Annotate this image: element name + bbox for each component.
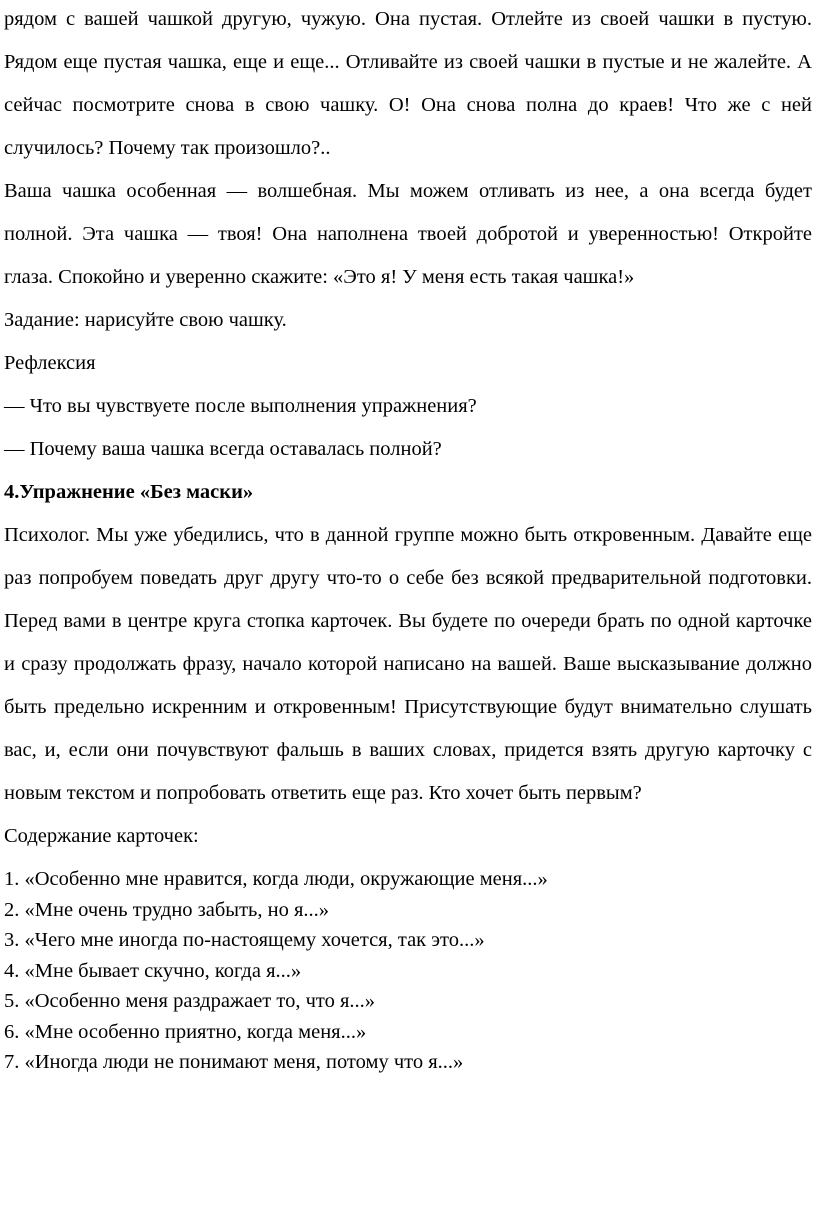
card-item: 3. «Чего мне иногда по-настоящему хочется, так это...» bbox=[4, 929, 485, 951]
reflection-question-1: — Что вы чувствуете после выполнения упражнения? bbox=[4, 395, 477, 417]
paragraph-magic-cup: Ваша чашка особенная — волшебная. Мы можем отливать из нее, а она всегда будет полной. Эта чашка — твоя! Она наполнена твоей добротой и уверенностью! Откройте глаза. Спокойно и уверенно скажите: «Это я! У меня есть такая чашка!» bbox=[4, 180, 812, 288]
cards-list bbox=[4, 864, 812, 1078]
card-item: 6. «Мне особенно приятно, когда меня...» bbox=[4, 1020, 367, 1043]
card-item: 4. «Мне бывает скучно, когда я...» bbox=[4, 959, 302, 982]
reflection-title: Рефлексия bbox=[4, 352, 96, 374]
card-item: 7. «Иногда люди не понимают меня, потому что я...» bbox=[4, 1051, 464, 1073]
card-item: 1. «Особенно мне нравится, когда люди, окружающие меня...» bbox=[4, 868, 548, 890]
card-item: 2. «Мне очень трудно забыть, но я...» bbox=[4, 898, 330, 921]
exercise-heading: 4.Упражнение «Без маски» bbox=[4, 481, 254, 503]
paragraph-cup-exercise: рядом с вашей чашкой другую, чужую. Она пустая. Отлейте из своей чашки в пустую. Рядом еще пустая чашка, еще и еще... Отливайте из своей чашки в пустые и не жалейте. А сейчас посмотрите снова в свою чашку. О! Она снова полна до краев! Что же с ней случилось? Почему так произошло?.. bbox=[4, 8, 812, 159]
task-line: Задание: нарисуйте свою чашку. bbox=[4, 309, 287, 331]
reflection-question-2: — Почему ваша чашка всегда оставалась полной? bbox=[4, 438, 442, 460]
paragraph-psychologist: Психолог. Мы уже убедились, что в данной группе можно быть откровенным. Давайте еще раз попробуем поведать друг другу что-то о себе без всякой предварительной подготовки. Перед вами в центре круга стопка карточек. Вы будете по очереди брать по одной карточке и сразу продолжать фразу, начало которой написано на вашей. Ваше высказывание должно быть предельно искренним и откровенным! Присутствующие будут внимательно слушать вас, и, если они почувствуют фальшь в ваших словах, придется взять другую карточку с новым текстом и попробовать ответить еще раз. Кто хочет быть первым? bbox=[4, 524, 812, 804]
cards-title: Содержание карточек: bbox=[4, 825, 199, 847]
card-item: 5. «Особенно меня раздражает то, что я...» bbox=[4, 990, 375, 1012]
document-page bbox=[4, 0, 812, 1078]
